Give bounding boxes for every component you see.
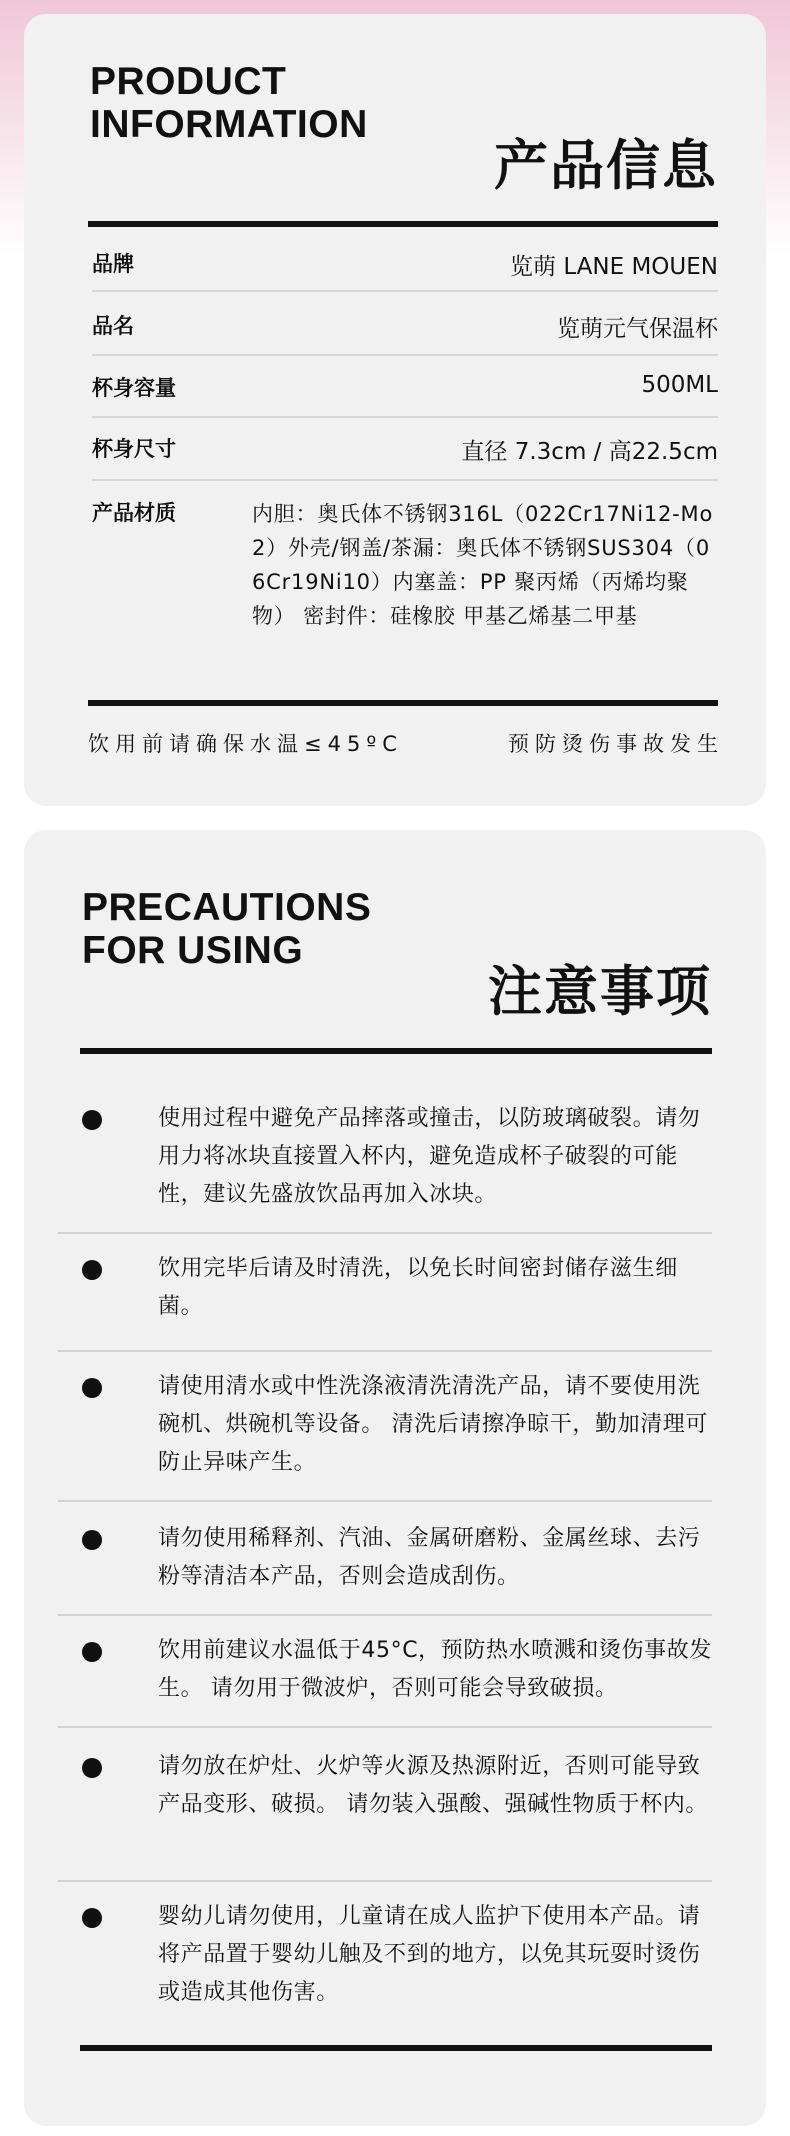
- precaution-text: 请使用清水或中性洗涤液清洗清洗产品，请不要使用洗碗机、烘碗机等设备。 清洗后请擦净晾干，勤加清理可防止异味产生。: [158, 1374, 708, 1475]
- precaution-text: 饮用前建议水温低于45°C，预防热水喷溅和烫伤事故发生。 请勿用于微波炉，否则可能会导致破损。: [158, 1638, 712, 1701]
- info-label: 杯身容量: [92, 376, 176, 400]
- info-row-dimensions: [92, 433, 718, 481]
- info-label: 品牌: [92, 252, 134, 276]
- bullet-icon: [82, 1378, 102, 1398]
- info-value: 览萌 LANE MOUEN: [510, 254, 718, 280]
- info-row-capacity: [92, 372, 718, 418]
- temperature-note-left: 饮用前请确保水温≤45ºC: [88, 732, 403, 756]
- product-info-en-title-line1: PRODUCT: [90, 60, 287, 103]
- bullet-icon: [82, 1908, 102, 1928]
- precautions-top-rule: [80, 1048, 712, 1054]
- precaution-text: 请勿放在炉灶、火炉等火源及热源附近，否则可能导致产品变形、破损。 请勿装入强酸、强碱性物质于杯内。: [158, 1754, 708, 1817]
- precautions-en-title-line2: FOR USING: [82, 929, 304, 972]
- precaution-divider: [58, 1350, 712, 1352]
- temperature-note-right: 预防烫伤事故发生: [508, 732, 724, 756]
- precaution-divider: [58, 1880, 712, 1882]
- info-value: 500ML: [641, 372, 718, 398]
- precautions-en-title: [82, 886, 371, 972]
- temperature-note: [88, 728, 724, 758]
- precaution-item: [58, 1520, 712, 1596]
- product-info-cn-title: 产品信息: [494, 134, 718, 197]
- info-value: 直径 7.3cm / 高22.5cm: [461, 439, 718, 465]
- precaution-divider: [58, 1232, 712, 1234]
- info-row-brand: [92, 248, 718, 292]
- bullet-icon: [82, 1530, 102, 1550]
- precaution-text: 饮用完毕后请及时清洗，以免长时间密封储存滋生细菌。: [158, 1256, 678, 1319]
- info-label: 产品材质: [92, 501, 176, 525]
- info-row-name: [92, 310, 718, 356]
- precaution-text: 婴幼儿请勿使用，儿童请在成人监护下使用本产品。请将产品置于婴幼儿触及不到的地方，以免其玩耍时烫伤或造成其他伤害。: [158, 1904, 701, 2005]
- precaution-divider: [58, 1614, 712, 1616]
- precautions-cn-title: 注意事项: [488, 960, 712, 1023]
- info-value: 内胆：奥氏体不锈钢316L（022Cr17Ni12-Mo2）外壳/钢盖/茶漏：奥氏体不锈钢SUS304（06Cr19Ni10）内塞盖：PP 聚丙烯（丙烯均聚物） 密封件：硅橡胶 甲基乙烯基二甲基: [252, 502, 714, 628]
- product-info-bottom-rule: [88, 700, 718, 706]
- info-value: 览萌元气保温杯: [557, 316, 718, 342]
- precaution-item: [58, 1748, 712, 1824]
- bullet-icon: [82, 1758, 102, 1778]
- precaution-text: 使用过程中避免产品摔落或撞击，以防玻璃破裂。请勿用力将冰块直接置入杯内，避免造成杯子破裂的可能性，建议先盛放饮品再加入冰块。: [158, 1106, 701, 1207]
- precaution-item: [58, 1898, 712, 2012]
- precautions-en-title-line1: PRECAUTIONS: [82, 886, 372, 929]
- precaution-item: [58, 1100, 712, 1214]
- bullet-icon: [82, 1642, 102, 1662]
- product-info-en-title-line2: INFORMATION: [90, 103, 368, 146]
- precaution-item: [58, 1368, 712, 1482]
- info-label: 品名: [92, 314, 134, 338]
- precautions-bottom-rule: [80, 2045, 712, 2051]
- info-row-material: [92, 497, 718, 681]
- product-info-en-title: [90, 60, 368, 146]
- bullet-icon: [82, 1260, 102, 1280]
- precaution-divider: [58, 1500, 712, 1502]
- precaution-item: [58, 1250, 712, 1326]
- precaution-text: 请勿使用稀释剂、汽油、金属研磨粉、金属丝球、去污粉等清洁本产品，否则会造成刮伤。: [158, 1526, 701, 1589]
- bullet-icon: [82, 1110, 102, 1130]
- info-label: 杯身尺寸: [92, 437, 176, 461]
- precaution-divider: [58, 1726, 712, 1728]
- product-info-top-rule: [88, 221, 718, 227]
- precaution-item: [58, 1632, 712, 1708]
